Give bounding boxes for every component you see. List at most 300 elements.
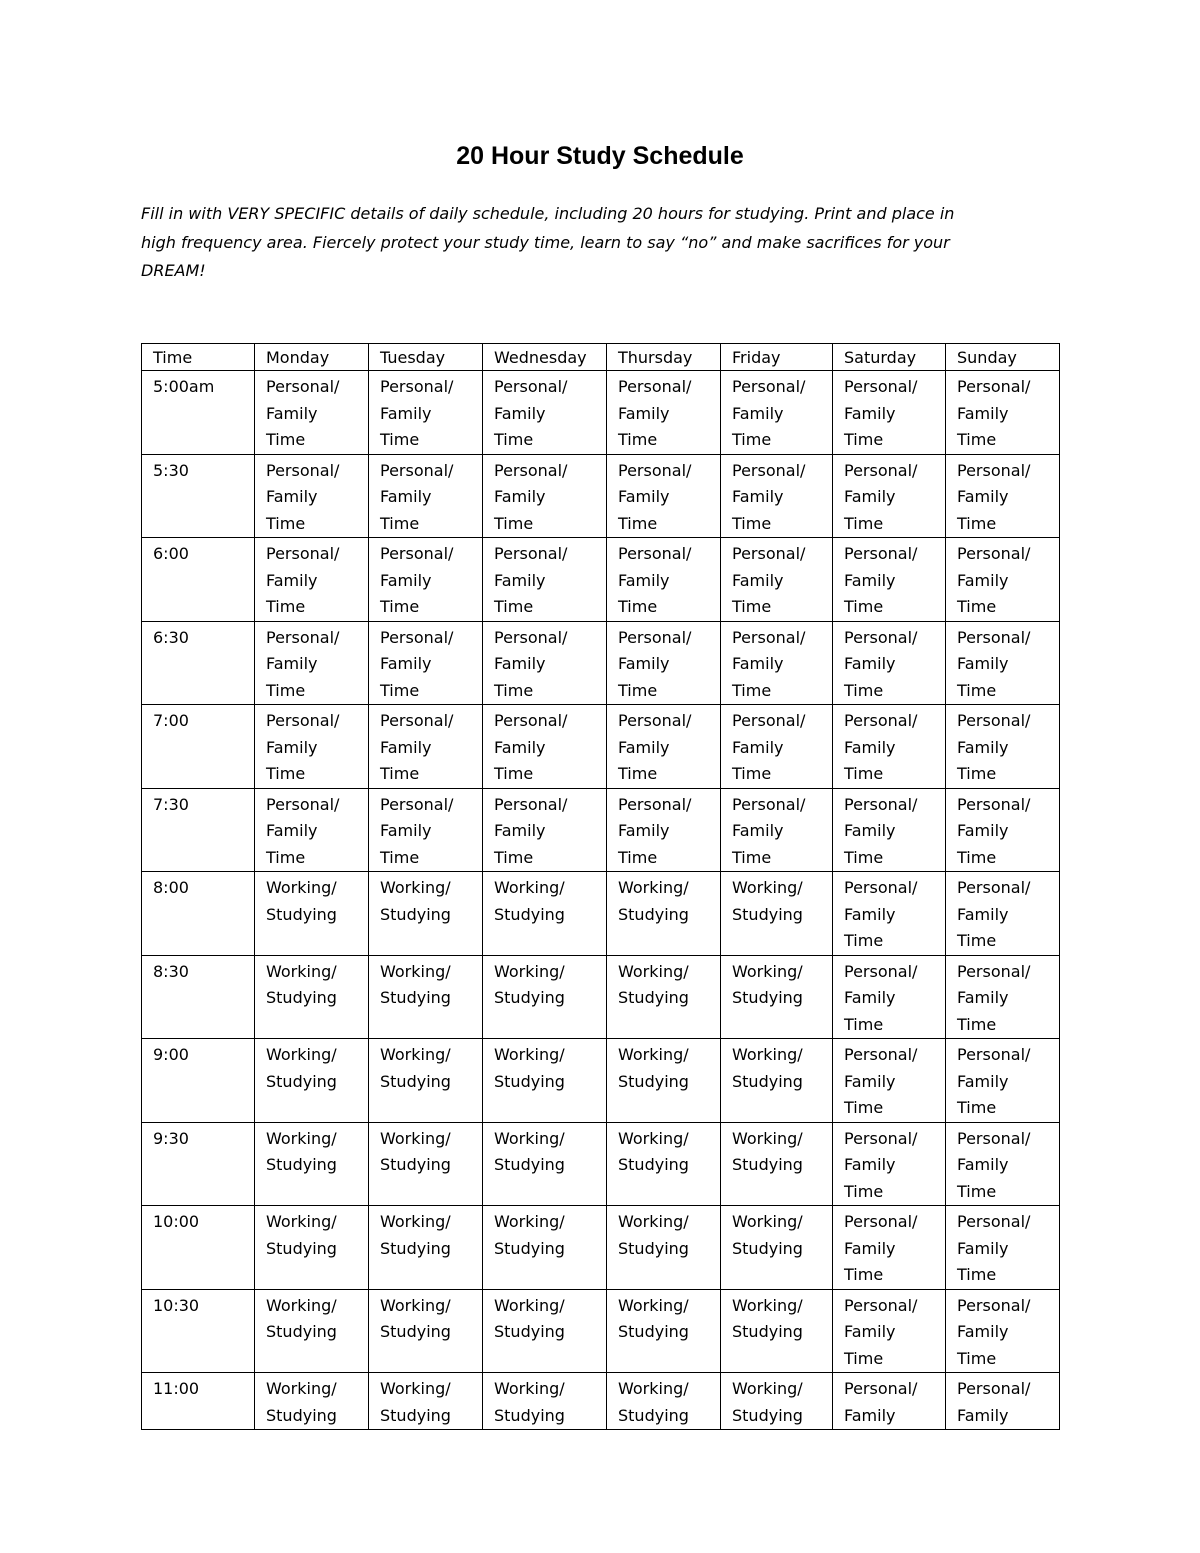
cell-text: Time xyxy=(494,597,534,616)
cell-text: Working/ xyxy=(618,1212,689,1231)
schedule-cell-monday xyxy=(255,1039,369,1123)
schedule-cell-thursday xyxy=(607,1289,721,1373)
cell-text: Family xyxy=(957,821,1009,840)
schedule-cell-sunday xyxy=(946,705,1060,789)
cell-text: Studying xyxy=(618,1405,689,1425)
cell-text: Personal/ xyxy=(957,377,1031,396)
table-row xyxy=(142,1206,1060,1290)
schedule-table xyxy=(141,343,1060,1430)
schedule-cell-monday xyxy=(255,788,369,872)
cell-text: Personal/ xyxy=(732,711,806,730)
cell-text: Working/ xyxy=(380,1128,451,1148)
cell-text: Time xyxy=(494,680,534,700)
cell-text: Personal/ xyxy=(957,1128,1031,1148)
schedule-cell-friday xyxy=(721,371,833,455)
schedule-cell-monday xyxy=(255,621,369,705)
cell-text: Personal/ xyxy=(380,544,454,563)
cell-text: Time xyxy=(844,430,884,449)
cell-text: Time xyxy=(380,513,420,533)
schedule-cell-friday xyxy=(721,538,833,622)
time-cell: 6:30 xyxy=(142,621,255,705)
schedule-cell-wednesday xyxy=(483,621,607,705)
schedule-cell-sunday xyxy=(946,621,1060,705)
cell-text: Time xyxy=(957,680,997,700)
cell-text: Personal/ xyxy=(844,794,918,814)
cell-text: Personal/ xyxy=(266,460,340,480)
cell-text: Family xyxy=(957,904,1009,924)
cell-text: Family xyxy=(844,1071,896,1091)
cell-text: Personal/ xyxy=(266,711,340,730)
cell-text: Working/ xyxy=(732,878,803,897)
cell-text: Family xyxy=(844,570,896,590)
cell-text: Working/ xyxy=(380,1212,451,1231)
schedule-cell-wednesday xyxy=(483,788,607,872)
cell-text: Working/ xyxy=(494,1128,565,1148)
table-row xyxy=(142,788,1060,872)
cell-text: Working/ xyxy=(618,1379,689,1398)
schedule-cell-monday xyxy=(255,538,369,622)
schedule-cell-sunday xyxy=(946,371,1060,455)
cell-text: Studying xyxy=(266,1071,337,1091)
cell-text: Studying xyxy=(732,904,803,924)
cell-text: Time xyxy=(844,1181,884,1201)
cell-text: Family xyxy=(957,1238,1009,1258)
cell-text: Working/ xyxy=(732,1295,803,1315)
schedule-cell-saturday xyxy=(833,538,946,622)
schedule-cell-friday xyxy=(721,705,833,789)
cell-text: Family xyxy=(957,654,1009,673)
cell-text: Personal/ xyxy=(494,460,568,480)
cell-text: Time xyxy=(380,764,420,783)
schedule-cell-sunday xyxy=(946,454,1060,538)
table-row xyxy=(142,955,1060,1039)
schedule-cell-wednesday xyxy=(483,705,607,789)
schedule-cell-saturday xyxy=(833,1206,946,1290)
cell-text: Personal/ xyxy=(618,544,692,563)
cell-text: Personal/ xyxy=(957,878,1031,897)
cell-text: Time xyxy=(957,1181,997,1201)
cell-text: Working/ xyxy=(266,1212,337,1231)
schedule-cell-monday xyxy=(255,705,369,789)
schedule-cell-saturday xyxy=(833,955,946,1039)
instructions-line: high frequency area. Fiercely protect your study time, learn to say “no” and make sacrifices for your xyxy=(141,232,950,252)
cell-text: Time xyxy=(380,847,420,867)
cell-text: Personal/ xyxy=(957,1379,1031,1398)
cell-text: Family xyxy=(380,487,432,506)
cell-text: Studying xyxy=(380,1322,451,1341)
cell-text: Personal/ xyxy=(844,1379,918,1398)
schedule-cell-wednesday xyxy=(483,1373,607,1430)
cell-text: Time xyxy=(266,680,306,700)
cell-text: Family xyxy=(380,821,432,840)
cell-text: Personal/ xyxy=(266,627,340,647)
time-cell: 5:00am xyxy=(142,371,255,455)
cell-text: Time xyxy=(957,1265,997,1284)
cell-text: Time xyxy=(844,1348,884,1368)
cell-text: Family xyxy=(266,654,318,673)
cell-text: Time xyxy=(266,597,306,616)
cell-text: Time xyxy=(844,597,884,616)
cell-text: Time xyxy=(957,1098,997,1117)
cell-text: Family xyxy=(957,988,1009,1007)
column-header-sunday: Sunday xyxy=(946,344,1060,371)
cell-text: Time xyxy=(266,430,306,449)
cell-text: Time xyxy=(380,430,420,449)
cell-text: Family xyxy=(380,737,432,757)
page-title: 20 Hour Study Schedule xyxy=(456,142,744,170)
schedule-cell-saturday xyxy=(833,1373,946,1430)
schedule-cell-friday xyxy=(721,1289,833,1373)
cell-text: Time xyxy=(844,931,884,950)
cell-text: Time xyxy=(732,597,772,616)
time-cell: 9:30 xyxy=(142,1122,255,1206)
cell-text: Personal/ xyxy=(844,627,918,647)
cell-text: Personal/ xyxy=(732,794,806,814)
schedule-cell-friday xyxy=(721,1206,833,1290)
table-row xyxy=(142,1289,1060,1373)
schedule-cell-wednesday xyxy=(483,454,607,538)
cell-text: Personal/ xyxy=(844,544,918,563)
cell-text: Studying xyxy=(380,1155,451,1174)
schedule-cell-tuesday xyxy=(369,788,483,872)
column-header-friday: Friday xyxy=(721,344,833,371)
schedule-cell-saturday xyxy=(833,454,946,538)
cell-text: Family xyxy=(957,1071,1009,1091)
cell-text: Working/ xyxy=(494,1212,565,1231)
cell-text: Time xyxy=(266,764,306,783)
cell-text: Working/ xyxy=(494,1045,565,1064)
cell-text: Family xyxy=(732,570,784,590)
cell-text: Personal/ xyxy=(266,794,340,814)
cell-text: Family xyxy=(266,487,318,506)
cell-text: Studying xyxy=(732,1322,803,1341)
cell-text: Personal/ xyxy=(844,377,918,396)
cell-text: Family xyxy=(380,654,432,673)
cell-text: Family xyxy=(266,570,318,590)
cell-text: Family xyxy=(957,487,1009,506)
cell-text: Personal/ xyxy=(494,544,568,563)
cell-text: Studying xyxy=(266,1405,337,1425)
schedule-cell-sunday xyxy=(946,872,1060,956)
cell-text: Studying xyxy=(380,1238,451,1258)
cell-text: Personal/ xyxy=(957,1045,1031,1064)
cell-text: Working/ xyxy=(266,1379,337,1398)
column-header-monday: Monday xyxy=(255,344,369,371)
cell-text: Time xyxy=(732,764,772,783)
cell-text: Personal/ xyxy=(618,627,692,647)
schedule-cell-tuesday xyxy=(369,621,483,705)
cell-text: Personal/ xyxy=(618,794,692,814)
cell-text: Working/ xyxy=(380,878,451,897)
cell-text: Personal/ xyxy=(844,460,918,480)
cell-text: Time xyxy=(957,1348,997,1368)
cell-text: Working/ xyxy=(266,1128,337,1148)
cell-text: Personal/ xyxy=(618,711,692,730)
schedule-cell-sunday xyxy=(946,1373,1060,1430)
schedule-cell-tuesday xyxy=(369,1122,483,1206)
cell-text: Family xyxy=(957,1405,1009,1425)
schedule-cell-saturday xyxy=(833,705,946,789)
cell-text: Family xyxy=(844,821,896,840)
cell-text: Personal/ xyxy=(380,794,454,814)
cell-text: Time xyxy=(494,764,534,783)
cell-text: Studying xyxy=(618,1322,689,1341)
cell-text: Time xyxy=(957,597,997,616)
cell-text: Working/ xyxy=(618,878,689,897)
column-header-wednesday: Wednesday xyxy=(483,344,607,371)
cell-text: Family xyxy=(844,1322,896,1341)
cell-text: Family xyxy=(844,403,896,423)
cell-text: Family xyxy=(494,570,546,590)
cell-text: Time xyxy=(844,513,884,533)
cell-text: Studying xyxy=(266,1322,337,1341)
cell-text: Family xyxy=(844,1405,896,1425)
cell-text: Studying xyxy=(494,1322,565,1341)
schedule-cell-sunday xyxy=(946,1289,1060,1373)
cell-text: Studying xyxy=(494,1238,565,1258)
cell-text: Working/ xyxy=(266,1045,337,1064)
cell-text: Studying xyxy=(618,1155,689,1174)
schedule-cell-saturday xyxy=(833,872,946,956)
column-header-thursday: Thursday xyxy=(607,344,721,371)
cell-text: Personal/ xyxy=(732,544,806,563)
cell-text: Family xyxy=(494,821,546,840)
schedule-cell-tuesday xyxy=(369,371,483,455)
cell-text: Personal/ xyxy=(380,460,454,480)
cell-text: Time xyxy=(618,597,658,616)
schedule-cell-monday xyxy=(255,1373,369,1430)
cell-text: Family xyxy=(844,1155,896,1174)
schedule-cell-sunday xyxy=(946,1122,1060,1206)
schedule-cell-wednesday xyxy=(483,955,607,1039)
schedule-cell-tuesday xyxy=(369,705,483,789)
schedule-cell-monday xyxy=(255,454,369,538)
time-cell: 11:00 xyxy=(142,1373,255,1430)
cell-text: Family xyxy=(844,988,896,1007)
cell-text: Working/ xyxy=(494,1379,565,1398)
schedule-cell-tuesday xyxy=(369,1039,483,1123)
time-cell: 10:00 xyxy=(142,1206,255,1290)
schedule-cell-wednesday xyxy=(483,1206,607,1290)
cell-text: Time xyxy=(957,764,997,783)
cell-text: Time xyxy=(380,680,420,700)
schedule-cell-sunday xyxy=(946,1206,1060,1290)
table-row xyxy=(142,621,1060,705)
schedule-cell-tuesday xyxy=(369,955,483,1039)
cell-text: Time xyxy=(618,764,658,783)
cell-text: Time xyxy=(957,847,997,867)
cell-text: Personal/ xyxy=(957,627,1031,647)
cell-text: Working/ xyxy=(266,1295,337,1315)
table-row xyxy=(142,1122,1060,1206)
cell-text: Personal/ xyxy=(957,1212,1031,1231)
cell-text: Personal/ xyxy=(957,460,1031,480)
instructions-line: Fill in with VERY SPECIFIC details of daily schedule, including 20 hours for studying. Print and place in xyxy=(141,204,955,223)
cell-text: Studying xyxy=(618,1071,689,1091)
cell-text: Time xyxy=(380,597,420,616)
cell-text: Studying xyxy=(732,1238,803,1258)
cell-text: Time xyxy=(266,847,306,867)
schedule-cell-saturday xyxy=(833,788,946,872)
cell-text: Studying xyxy=(266,1155,337,1174)
schedule-cell-monday xyxy=(255,1122,369,1206)
table-row xyxy=(142,872,1060,956)
schedule-cell-thursday xyxy=(607,955,721,1039)
cell-text: Personal/ xyxy=(494,711,568,730)
cell-text: Working/ xyxy=(732,1212,803,1231)
schedule-cell-friday xyxy=(721,788,833,872)
schedule-cell-wednesday xyxy=(483,1289,607,1373)
cell-text: Time xyxy=(844,1014,884,1034)
cell-text: Family xyxy=(957,403,1009,423)
schedule-cell-sunday xyxy=(946,788,1060,872)
table-row xyxy=(142,1373,1060,1430)
cell-text: Studying xyxy=(494,904,565,924)
cell-text: Time xyxy=(494,847,534,867)
cell-text: Personal/ xyxy=(618,377,692,396)
cell-text: Studying xyxy=(380,1405,451,1425)
cell-text: Personal/ xyxy=(380,377,454,396)
cell-text: Time xyxy=(957,430,997,449)
header-row xyxy=(142,344,1060,371)
schedule-cell-thursday xyxy=(607,538,721,622)
cell-text: Studying xyxy=(732,988,803,1007)
schedule-cell-saturday xyxy=(833,1122,946,1206)
schedule-cell-sunday xyxy=(946,955,1060,1039)
table-row xyxy=(142,538,1060,622)
cell-text: Working/ xyxy=(266,961,337,981)
schedule-cell-wednesday xyxy=(483,872,607,956)
cell-text: Family xyxy=(266,737,318,757)
cell-text: Personal/ xyxy=(732,377,806,396)
instructions xyxy=(141,200,1041,286)
cell-text: Family xyxy=(844,654,896,673)
schedule-cell-tuesday xyxy=(369,454,483,538)
cell-text: Family xyxy=(732,737,784,757)
cell-text: Family xyxy=(732,403,784,423)
cell-text: Family xyxy=(494,403,546,423)
time-cell: 7:30 xyxy=(142,788,255,872)
cell-text: Time xyxy=(844,680,884,700)
cell-text: Working/ xyxy=(732,1045,803,1064)
schedule-cell-tuesday xyxy=(369,538,483,622)
cell-text: Time xyxy=(732,847,772,867)
cell-text: Time xyxy=(732,680,772,700)
cell-text: Time xyxy=(618,847,658,867)
cell-text: Time xyxy=(957,513,997,533)
schedule-cell-saturday xyxy=(833,621,946,705)
cell-text: Working/ xyxy=(494,1295,565,1315)
cell-text: Personal/ xyxy=(732,460,806,480)
schedule-cell-tuesday xyxy=(369,872,483,956)
cell-text: Personal/ xyxy=(957,711,1031,730)
cell-text: Studying xyxy=(618,904,689,924)
schedule-cell-thursday xyxy=(607,621,721,705)
schedule-cell-friday xyxy=(721,1373,833,1430)
cell-text: Personal/ xyxy=(494,794,568,814)
schedule-cell-tuesday xyxy=(369,1373,483,1430)
cell-text: Studying xyxy=(494,988,565,1007)
cell-text: Personal/ xyxy=(957,961,1031,981)
schedule-cell-wednesday xyxy=(483,538,607,622)
schedule-cell-monday xyxy=(255,1206,369,1290)
schedule-cell-friday xyxy=(721,955,833,1039)
cell-text: Time xyxy=(732,430,772,449)
schedule-cell-thursday xyxy=(607,788,721,872)
cell-text: Studying xyxy=(266,904,337,924)
cell-text: Working/ xyxy=(380,961,451,981)
schedule-cell-friday xyxy=(721,872,833,956)
cell-text: Personal/ xyxy=(844,1045,918,1064)
cell-text: Personal/ xyxy=(732,627,806,647)
cell-text: Studying xyxy=(732,1405,803,1425)
cell-text: Studying xyxy=(732,1071,803,1091)
cell-text: Time xyxy=(844,764,884,783)
schedule-cell-wednesday xyxy=(483,1122,607,1206)
schedule-cell-thursday xyxy=(607,1039,721,1123)
time-cell: 8:30 xyxy=(142,955,255,1039)
instructions-line: DREAM! xyxy=(141,261,206,280)
cell-text: Working/ xyxy=(494,961,565,981)
cell-text: Personal/ xyxy=(844,961,918,981)
cell-text: Family xyxy=(844,487,896,506)
cell-text: Time xyxy=(957,1014,997,1034)
table-row xyxy=(142,371,1060,455)
schedule-cell-thursday xyxy=(607,1373,721,1430)
cell-text: Family xyxy=(732,821,784,840)
cell-text: Personal/ xyxy=(494,377,568,396)
cell-text: Family xyxy=(618,737,670,757)
cell-text: Family xyxy=(732,487,784,506)
cell-text: Family xyxy=(494,654,546,673)
column-header-tuesday: Tuesday xyxy=(369,344,483,371)
cell-text: Personal/ xyxy=(844,1128,918,1148)
schedule-cell-friday xyxy=(721,1039,833,1123)
cell-text: Time xyxy=(618,430,658,449)
cell-text: Personal/ xyxy=(844,878,918,897)
schedule-cell-saturday xyxy=(833,1289,946,1373)
cell-text: Personal/ xyxy=(266,377,340,396)
cell-text: Family xyxy=(844,737,896,757)
schedule-cell-thursday xyxy=(607,1206,721,1290)
cell-text: Working/ xyxy=(266,878,337,897)
cell-text: Family xyxy=(618,570,670,590)
cell-text: Personal/ xyxy=(494,627,568,647)
cell-text: Family xyxy=(266,403,318,423)
table-row xyxy=(142,1039,1060,1123)
cell-text: Working/ xyxy=(618,961,689,981)
cell-text: Personal/ xyxy=(844,1295,918,1315)
cell-text: Time xyxy=(844,1265,884,1284)
cell-text: Time xyxy=(266,513,306,533)
table-row xyxy=(142,705,1060,789)
cell-text: Time xyxy=(844,1098,884,1117)
schedule-cell-thursday xyxy=(607,454,721,538)
time-cell: 8:00 xyxy=(142,872,255,956)
time-cell: 10:30 xyxy=(142,1289,255,1373)
column-header-time: Time xyxy=(142,344,255,371)
cell-text: Working/ xyxy=(732,961,803,981)
cell-text: Working/ xyxy=(732,1128,803,1148)
schedule-cell-saturday xyxy=(833,1039,946,1123)
cell-text: Family xyxy=(618,487,670,506)
cell-text: Working/ xyxy=(380,1045,451,1064)
cell-text: Family xyxy=(618,403,670,423)
cell-text: Family xyxy=(732,654,784,673)
schedule-cell-thursday xyxy=(607,371,721,455)
time-cell: 6:00 xyxy=(142,538,255,622)
cell-text: Studying xyxy=(266,988,337,1007)
